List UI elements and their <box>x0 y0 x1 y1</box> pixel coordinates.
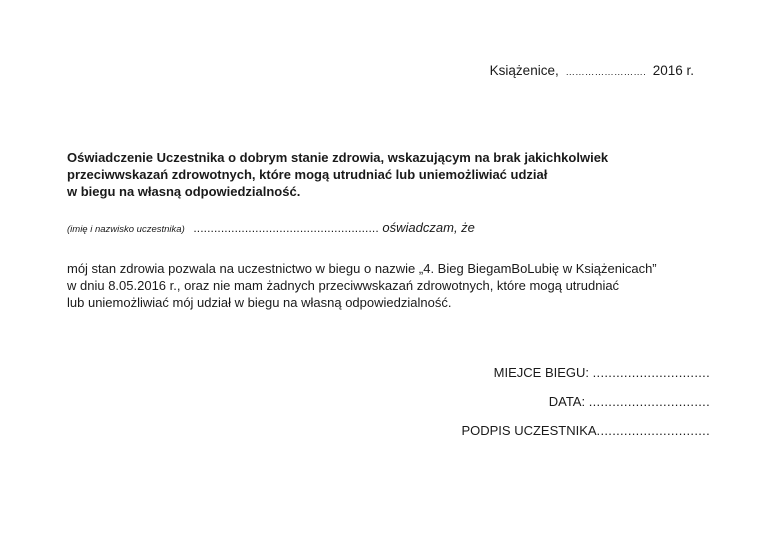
race-place-label: MIEJCE BIEGU: <box>493 365 590 380</box>
participant-signature-label: PODPIS UCZESTNIKA <box>461 423 597 438</box>
date-field-blank: ............................... <box>588 394 710 409</box>
title-line-3: w biegu na własną odpowiedzialność. <box>67 184 301 199</box>
date-row <box>461 393 710 410</box>
year-text: 2016 r. <box>652 63 694 78</box>
place-date-line <box>490 63 694 78</box>
race-place-blank: .............................. <box>592 365 710 380</box>
declaration-body <box>67 260 727 311</box>
declaration-text: oświadczam, że <box>382 220 475 235</box>
declaration-line <box>67 220 475 235</box>
name-blank: ...................................................... <box>193 221 379 235</box>
place-name: Książenice, <box>489 63 559 78</box>
title-line-2: przeciwwskazań zdrowotnych, które mogą utrudniać lub uniemożliwiać udział <box>67 167 548 182</box>
signature-block <box>461 364 710 451</box>
body-line-1: mój stan zdrowia pozwala na uczestnictwo w biegu o nazwie „4. Bieg BiegamBoLubię w Książenicach” <box>67 261 657 276</box>
title-line-1: Oświadczenie Uczestnika o dobrym stanie zdrowia, wskazującym na brak jakichkolwiek <box>67 150 609 165</box>
date-label: DATA: <box>548 394 586 409</box>
name-field-label: (imię i nazwisko uczestnika) <box>67 224 185 235</box>
document-title <box>67 149 727 200</box>
body-line-2: w dniu 8.05.2016 r., oraz nie mam żadnych przeciwwskazań zdrowotnych, które mogą utrudniać <box>67 278 620 293</box>
date-blank: ……………………. <box>565 67 646 78</box>
participant-signature-row <box>461 422 710 439</box>
race-place-row <box>461 364 710 381</box>
body-line-3: lub uniemożliwiać mój udział w biegu na własną odpowiedzialność. <box>67 295 452 310</box>
participant-signature-blank: ............................. <box>596 423 710 438</box>
